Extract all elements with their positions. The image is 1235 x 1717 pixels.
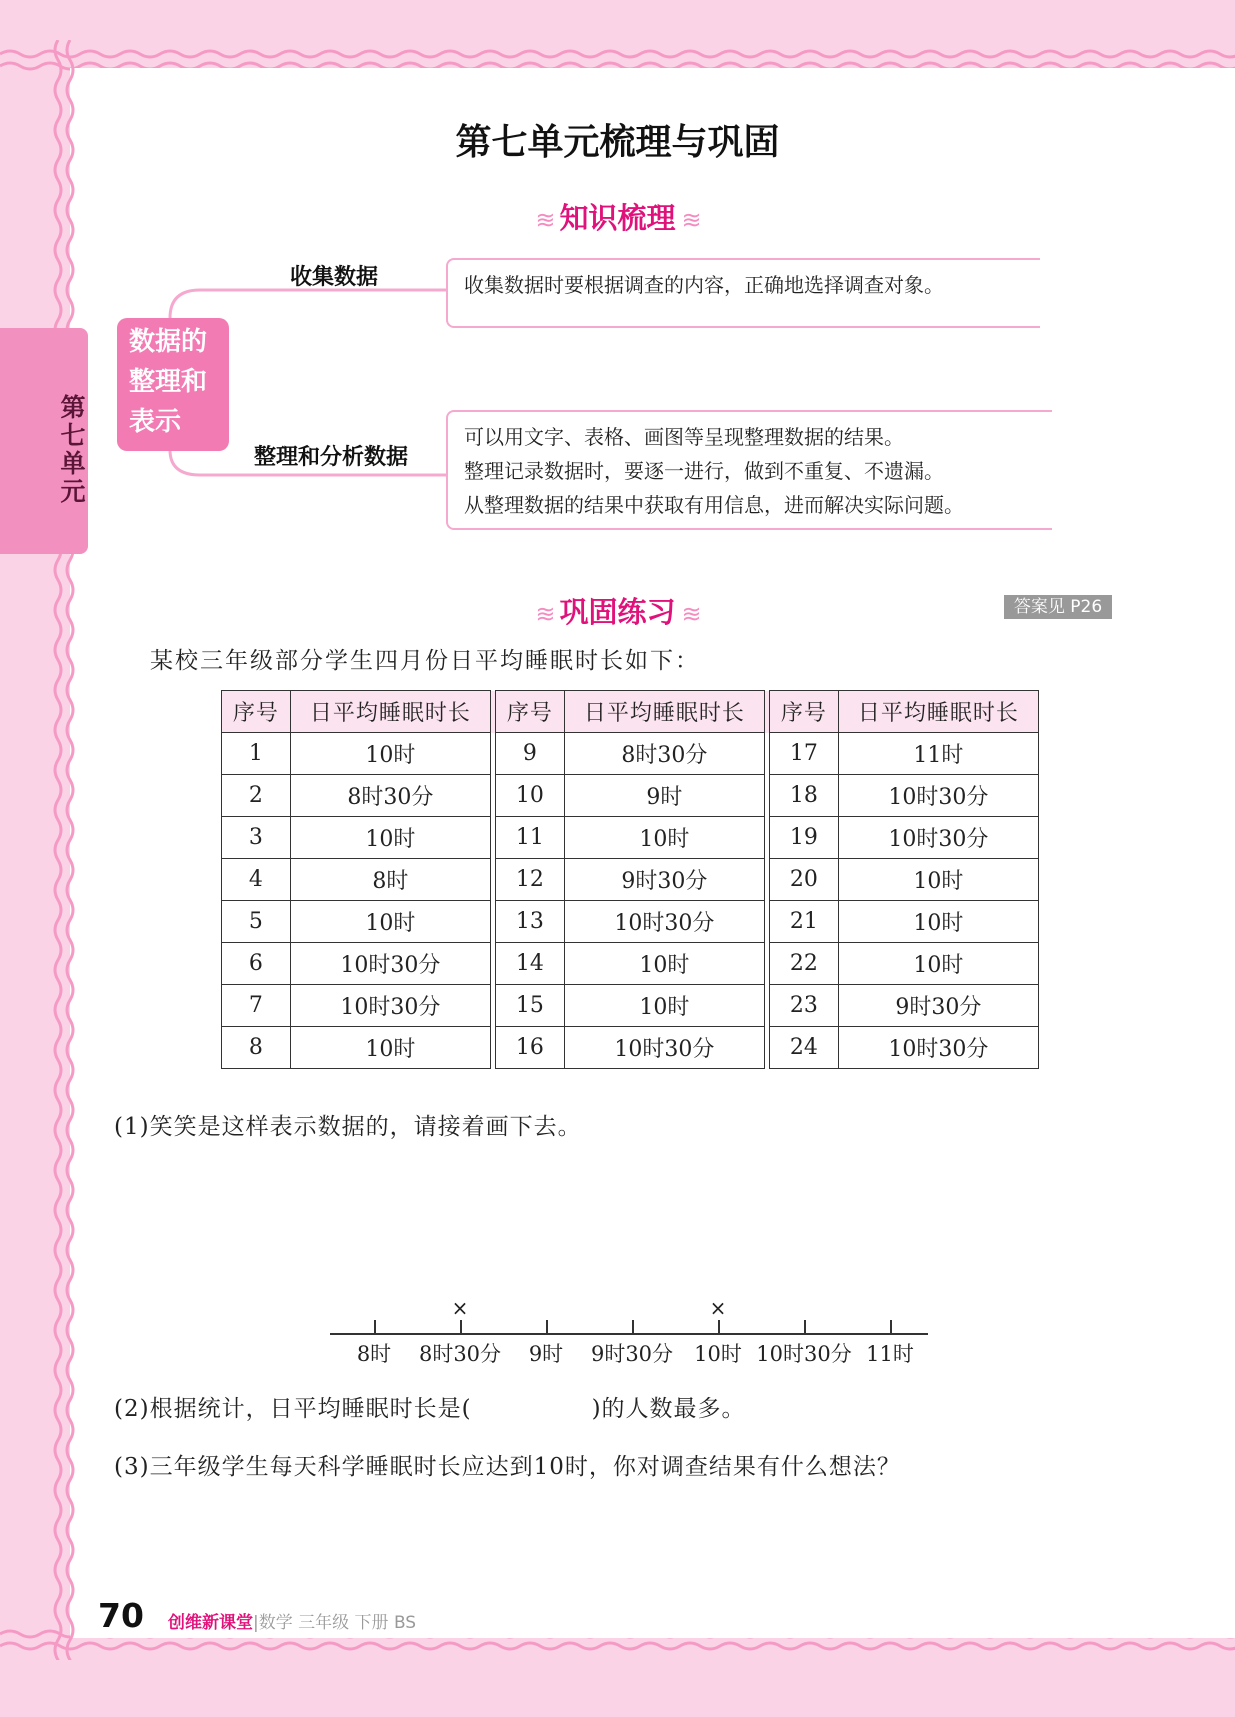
wavy-border-left bbox=[40, 40, 90, 1660]
serial-number-cell: 10 bbox=[496, 775, 565, 817]
branch-box-analyze bbox=[446, 410, 1052, 530]
sleep-duration-cell: 8时30分 bbox=[290, 775, 490, 817]
axis-tick-label: 11时 bbox=[866, 1342, 914, 1366]
sleep-duration-cell: 10时30分 bbox=[564, 901, 764, 943]
page-number: 70 bbox=[98, 1596, 144, 1635]
serial-number-cell: 11 bbox=[496, 817, 565, 859]
question-1: (1)笑笑是这样表示数据的，请接着画下去。 bbox=[114, 1114, 582, 1140]
axis-tick bbox=[890, 1320, 892, 1334]
branch-text: 可以用文字、表格、画图等呈现整理数据的结果。 bbox=[464, 425, 904, 449]
header-cell: 序号 bbox=[222, 691, 291, 733]
axis-tick-label: 10时30分 bbox=[756, 1342, 852, 1366]
unit-side-tab-label: 第七单元 bbox=[60, 393, 86, 506]
page-title: 第七单元梳理与巩固 bbox=[455, 122, 780, 163]
serial-number-cell: 18 bbox=[770, 775, 839, 817]
knowledge-heading bbox=[0, 196, 1235, 237]
serial-number-cell: 16 bbox=[496, 1027, 565, 1069]
serial-number-cell: 8 bbox=[222, 1027, 291, 1069]
sleep-duration-cell: 10时 bbox=[838, 901, 1038, 943]
header-cell: 日平均睡眠时长 bbox=[290, 691, 490, 733]
sleep-duration-cell: 10时 bbox=[838, 943, 1038, 985]
serial-number-cell: 9 bbox=[496, 733, 565, 775]
serial-number-cell: 22 bbox=[770, 943, 839, 985]
serial-number-cell: 7 bbox=[222, 985, 291, 1027]
sleep-duration-cell: 10时30分 bbox=[838, 775, 1038, 817]
table-row bbox=[222, 943, 1039, 985]
branch-text: 收集数据时要根据调查的内容，正确地选择调查对象。 bbox=[464, 273, 944, 297]
practice-heading-text: 巩固练习 bbox=[559, 595, 676, 629]
table-row bbox=[222, 859, 1039, 901]
serial-number-cell: 12 bbox=[496, 859, 565, 901]
axis-tick-label: 9时30分 bbox=[590, 1342, 674, 1366]
table-row bbox=[222, 901, 1039, 943]
axis-tick-label: 10时 bbox=[694, 1342, 742, 1366]
knowledge-heading-text: 知识梳理 bbox=[559, 201, 676, 235]
squiggle-icon: ≋ bbox=[535, 600, 554, 628]
sleep-duration-cell: 10时 bbox=[564, 943, 764, 985]
table-row bbox=[222, 985, 1039, 1027]
sleep-data-table bbox=[221, 690, 1039, 1069]
serial-number-cell: 4 bbox=[222, 859, 291, 901]
sleep-duration-cell: 10时 bbox=[290, 733, 490, 775]
header-cell: 日平均睡眠时长 bbox=[838, 691, 1038, 733]
serial-number-cell: 2 bbox=[222, 775, 291, 817]
serial-number-cell: 20 bbox=[770, 859, 839, 901]
serial-number-cell: 15 bbox=[496, 985, 565, 1027]
intro-text: 某校三年级部分学生四月份日平均睡眠时长如下： bbox=[150, 648, 700, 674]
serial-number-cell: 23 bbox=[770, 985, 839, 1027]
question-3: (3)三年级学生每天科学睡眠时长应达到10时，你对调查结果有什么想法？ bbox=[114, 1454, 901, 1480]
sleep-duration-cell: 10时 bbox=[290, 1027, 490, 1069]
serial-number-cell: 21 bbox=[770, 901, 839, 943]
sleep-duration-cell: 9时 bbox=[564, 775, 764, 817]
footer-separator: | bbox=[253, 1613, 259, 1633]
sleep-duration-cell: 10时 bbox=[838, 859, 1038, 901]
question-2-text-end: )的人数最多。 bbox=[591, 1396, 746, 1422]
sleep-duration-cell: 10时30分 bbox=[290, 985, 490, 1027]
axis-tick bbox=[460, 1320, 462, 1334]
serial-number-cell: 17 bbox=[770, 733, 839, 775]
header-cell: 序号 bbox=[496, 691, 565, 733]
branch-text: 从整理数据的结果中获取有用信息，进而解决实际问题。 bbox=[464, 493, 964, 517]
sleep-duration-cell: 10时 bbox=[564, 817, 764, 859]
sleep-duration-cell: 9时30分 bbox=[838, 985, 1038, 1027]
table-row bbox=[222, 775, 1039, 817]
serial-number-cell: 24 bbox=[770, 1027, 839, 1069]
squiggle-icon: ≋ bbox=[535, 206, 554, 234]
answer-reference-badge: 答案见 P26 bbox=[1004, 595, 1112, 619]
sleep-duration-cell: 10时30分 bbox=[838, 1027, 1038, 1069]
sleep-duration-cell: 9时30分 bbox=[564, 859, 764, 901]
sleep-duration-cell: 10时30分 bbox=[564, 1027, 764, 1069]
sleep-duration-cell: 8时30分 bbox=[564, 733, 764, 775]
serial-number-cell: 14 bbox=[496, 943, 565, 985]
footer-info bbox=[168, 1608, 416, 1633]
serial-number-cell: 5 bbox=[222, 901, 291, 943]
sleep-duration-cell: 8时 bbox=[290, 859, 490, 901]
table-row bbox=[222, 817, 1039, 859]
serial-number-cell: 19 bbox=[770, 817, 839, 859]
sleep-duration-cell: 11时 bbox=[838, 733, 1038, 775]
axis-tick bbox=[632, 1320, 634, 1334]
footer-book-info: 数学 三年级 下册 BS bbox=[258, 1613, 417, 1633]
question-2-text: (2)根据统计，日平均睡眠时长是( bbox=[114, 1396, 472, 1422]
serial-number-cell: 3 bbox=[222, 817, 291, 859]
table-header-row bbox=[222, 691, 1039, 733]
axis-tick bbox=[804, 1320, 806, 1334]
axis-tick bbox=[718, 1320, 720, 1334]
branch-label-analyze: 整理和分析数据 bbox=[254, 445, 409, 470]
number-line bbox=[330, 1333, 928, 1335]
branch-text: 整理记录数据时，要逐一进行，做到不重复、不遗漏。 bbox=[464, 459, 944, 483]
question-2 bbox=[114, 1390, 746, 1423]
axis-tick-label: 8时30分 bbox=[418, 1342, 502, 1366]
sleep-duration-cell: 10时 bbox=[564, 985, 764, 1027]
header-cell: 日平均睡眠时长 bbox=[564, 691, 764, 733]
axis-tick bbox=[546, 1320, 548, 1334]
squiggle-icon: ≋ bbox=[681, 600, 700, 628]
table-row bbox=[222, 1027, 1039, 1069]
serial-number-cell: 13 bbox=[496, 901, 565, 943]
branch-label-collect: 收集数据 bbox=[290, 265, 379, 290]
sleep-duration-cell: 10时 bbox=[290, 817, 490, 859]
serial-number-cell: 6 bbox=[222, 943, 291, 985]
axis-tick-label: 9时 bbox=[528, 1342, 564, 1366]
header-cell: 序号 bbox=[770, 691, 839, 733]
sleep-duration-cell: 10时30分 bbox=[838, 817, 1038, 859]
mindmap-root: 数据的整理和表示 bbox=[117, 318, 229, 451]
sleep-duration-cell: 10时 bbox=[290, 901, 490, 943]
axis-tick-label: 8时 bbox=[356, 1342, 392, 1366]
cross-mark: × bbox=[709, 1296, 727, 1320]
squiggle-icon: ≋ bbox=[681, 206, 700, 234]
footer-brand: 创维新课堂 bbox=[168, 1613, 253, 1633]
table-row bbox=[222, 733, 1039, 775]
sleep-duration-cell: 10时30分 bbox=[290, 943, 490, 985]
branch-box-collect bbox=[446, 258, 1040, 328]
cross-mark: × bbox=[451, 1296, 469, 1320]
serial-number-cell: 1 bbox=[222, 733, 291, 775]
axis-tick bbox=[374, 1320, 376, 1334]
